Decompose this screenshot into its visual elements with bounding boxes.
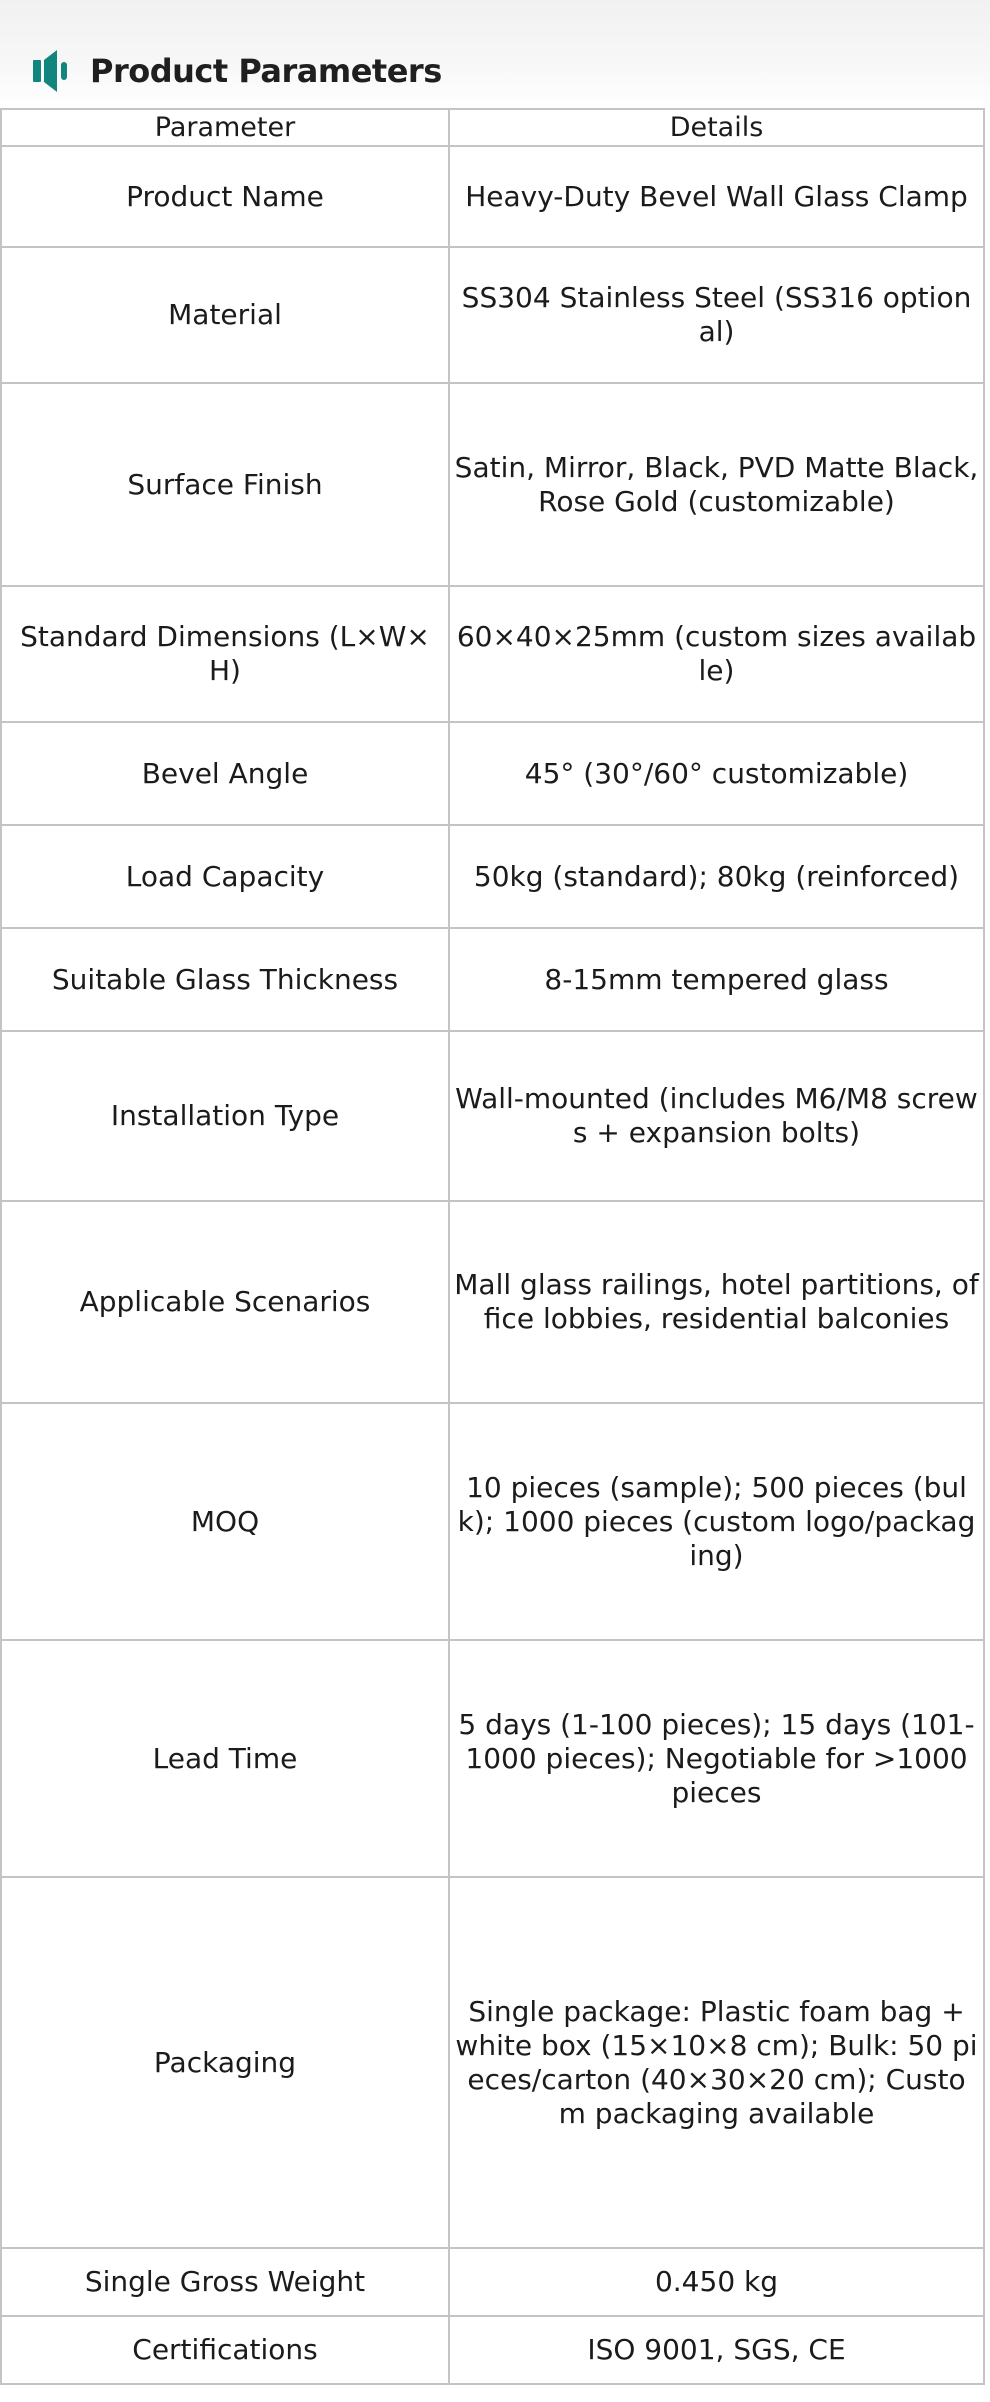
details-cell: Wall-mounted (includes M6/M8 screws + expansion bolts) [449,1031,984,1201]
speaker-icon [33,48,71,94]
table-row [1,1877,984,2248]
table-row [1,1201,984,1403]
details-cell: Satin, Mirror, Black, PVD Matte Black, Rose Gold (customizable) [449,383,984,586]
table-row [1,722,984,825]
details-cell: 8-15mm tempered glass [449,928,984,1031]
table-row [1,383,984,586]
details-cell: 10 pieces (sample); 500 pieces (bulk); 1000 pieces (custom logo/packaging) [449,1403,984,1640]
parameter-cell: Bevel Angle [1,722,449,825]
details-cell: Single package: Plastic foam bag + white box (15×10×8 cm); Bulk: 50 pieces/carton (40×30×20 cm); Custom packaging available [449,1877,984,2248]
details-cell: 5 days (1-100 pieces); 15 days (101-1000 pieces); Negotiable for >1000 pieces [449,1640,984,1877]
table-row [1,2316,984,2384]
section-header [0,0,990,108]
details-cell: Heavy-Duty Bevel Wall Glass Clamp [449,146,984,247]
parameter-cell: Applicable Scenarios [1,1201,449,1403]
table-row [1,1640,984,1877]
table-header-row [1,109,984,146]
parameter-cell: Suitable Glass Thickness [1,928,449,1031]
parameter-cell: Lead Time [1,1640,449,1877]
details-cell: SS304 Stainless Steel (SS316 optional) [449,247,984,383]
parameter-cell: Material [1,247,449,383]
table-row [1,928,984,1031]
table-row [1,1031,984,1201]
details-cell: 50kg (standard); 80kg (reinforced) [449,825,984,928]
table-row [1,2248,984,2316]
parameter-cell: MOQ [1,1403,449,1640]
column-header-details: Details [449,109,984,146]
parameter-cell: Load Capacity [1,825,449,928]
details-cell: ISO 9001, SGS, CE [449,2316,984,2384]
table-row [1,146,984,247]
details-cell: 0.450 kg [449,2248,984,2316]
parameters-table [0,108,985,2385]
parameter-cell: Single Gross Weight [1,2248,449,2316]
table-row [1,586,984,722]
page-title: Product Parameters [90,52,442,90]
details-cell: 45° (30°/60° customizable) [449,722,984,825]
column-header-parameter: Parameter [1,109,449,146]
parameter-cell: Packaging [1,1877,449,2248]
parameter-cell: Surface Finish [1,383,449,586]
table-row [1,825,984,928]
parameter-cell: Standard Dimensions (L×W×H) [1,586,449,722]
table-row [1,1403,984,1640]
parameter-cell: Certifications [1,2316,449,2384]
details-cell: Mall glass railings, hotel partitions, office lobbies, residential balconies [449,1201,984,1403]
parameter-cell: Installation Type [1,1031,449,1201]
table-row [1,247,984,383]
parameter-cell: Product Name [1,146,449,247]
details-cell: 60×40×25mm (custom sizes available) [449,586,984,722]
